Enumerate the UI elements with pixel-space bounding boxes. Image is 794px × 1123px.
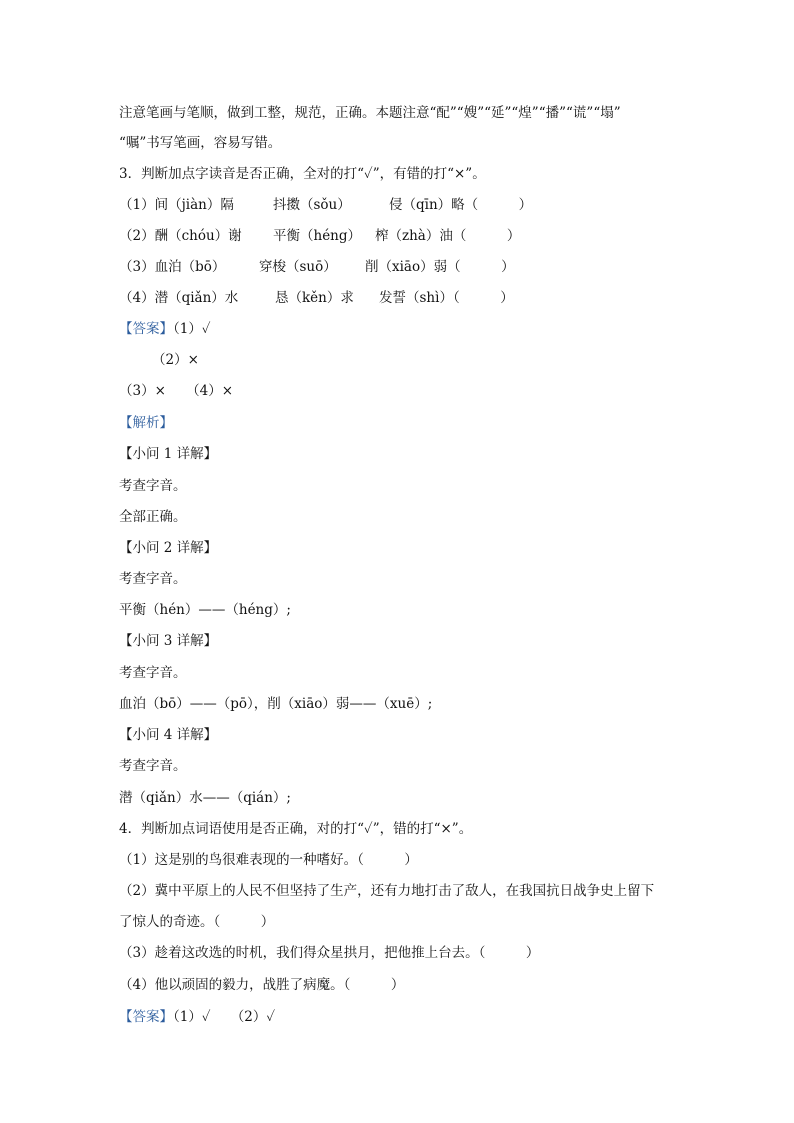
sub-question-2-title: 【小问 2 详解】 [119, 540, 218, 556]
answer-2: （2）× [152, 352, 199, 368]
answer-text: （1）✓ （2）✓ [173, 1009, 276, 1025]
item-part: 削（xiāo）弱（ ） [365, 259, 515, 275]
sub-question-1-line-1: 考查字音。 [119, 478, 187, 494]
item-part: 平衡（héng） [273, 228, 362, 244]
question-4-item-2b: 了惊人的奇迹。（ ） [119, 914, 275, 930]
question-3-item-3 [119, 258, 515, 276]
sub-question-1-line-2: 全部正确。 [119, 509, 187, 525]
question-4-answer-line [119, 1008, 275, 1026]
answer-label: 【答案】 [119, 321, 173, 337]
answer-text: （1）✓ [173, 321, 211, 337]
answer-3-4: （3）× （4）× [119, 383, 234, 399]
item-part: 榨（zhà）油（ ） [375, 228, 521, 244]
sub-question-2-line-1: 考查字音。 [119, 571, 187, 587]
intro-line-2: “嘱”书写笔画，容易写错。 [119, 135, 282, 151]
question-3-item-4 [119, 289, 514, 307]
question-3-title: 3．判断加点字读音是否正确，全对的打“✓”，有错的打“×”。 [119, 166, 486, 182]
question-4-title: 4．判断加点词语使用是否正确，对的打“✓”，错的打“×”。 [119, 821, 473, 837]
sub-question-4-line-2: 潜（qiǎn）水——（qián）; [119, 790, 291, 806]
answer-label: 【答案】 [119, 1009, 173, 1025]
question-3-item-2 [119, 227, 520, 245]
item-part: 穿梭（suō） [259, 259, 337, 275]
item-part: 恳（kěn）求 [275, 290, 354, 306]
question-4-item-2a: （2）冀中平原上的人民不但坚持了生产，还有力地打击了敌人，在我国抗日战争史上留下 [119, 883, 655, 899]
item-part: 发誓（shì）（ ） [379, 290, 514, 306]
question-4-item-1: （1）这是别的鸟很难表现的一种嗜好。（ ） [119, 852, 418, 868]
item-part: （2）酬（chóu）谢 [119, 228, 242, 244]
sub-question-4-title: 【小问 4 详解】 [119, 727, 218, 743]
sub-question-1-title: 【小问 1 详解】 [119, 446, 218, 462]
question-4-item-3: （3）趁着这改选的时机，我们得众星拱月，把他推上台去。（ ） [119, 945, 540, 961]
question-4-item-4: （4）他以顽固的毅力，战胜了病魔。（ ） [119, 977, 405, 993]
item-part: （4）潜（qiǎn）水 [119, 290, 239, 306]
question-3-item-1 [119, 196, 532, 214]
item-part: （1）间（jiàn）隔 [119, 197, 234, 213]
sub-question-3-title: 【小问 3 详解】 [119, 633, 218, 649]
intro-line-1: 注意笔画与笔顺，做到工整，规范，正确。本题注意“配”“嫂”“延”“煌”“播”“谎”“塌” [119, 105, 621, 121]
analysis-label: 【解析】 [119, 415, 173, 431]
answer-line [119, 320, 211, 338]
item-part: 抖擞（sǒu） [273, 197, 351, 213]
sub-question-4-line-1: 考查字音。 [119, 758, 187, 774]
sub-question-3-line-2: 血泊（bō）——（pō），削（xiāo）弱——（xuē）; [119, 696, 433, 712]
item-part: 侵（qīn）略（ ） [389, 197, 533, 213]
sub-question-2-line-2: 平衡（hén）——（héng）; [119, 602, 291, 618]
item-part: （3）血泊（bō） [119, 259, 226, 275]
sub-question-3-line-1: 考查字音。 [119, 665, 187, 681]
